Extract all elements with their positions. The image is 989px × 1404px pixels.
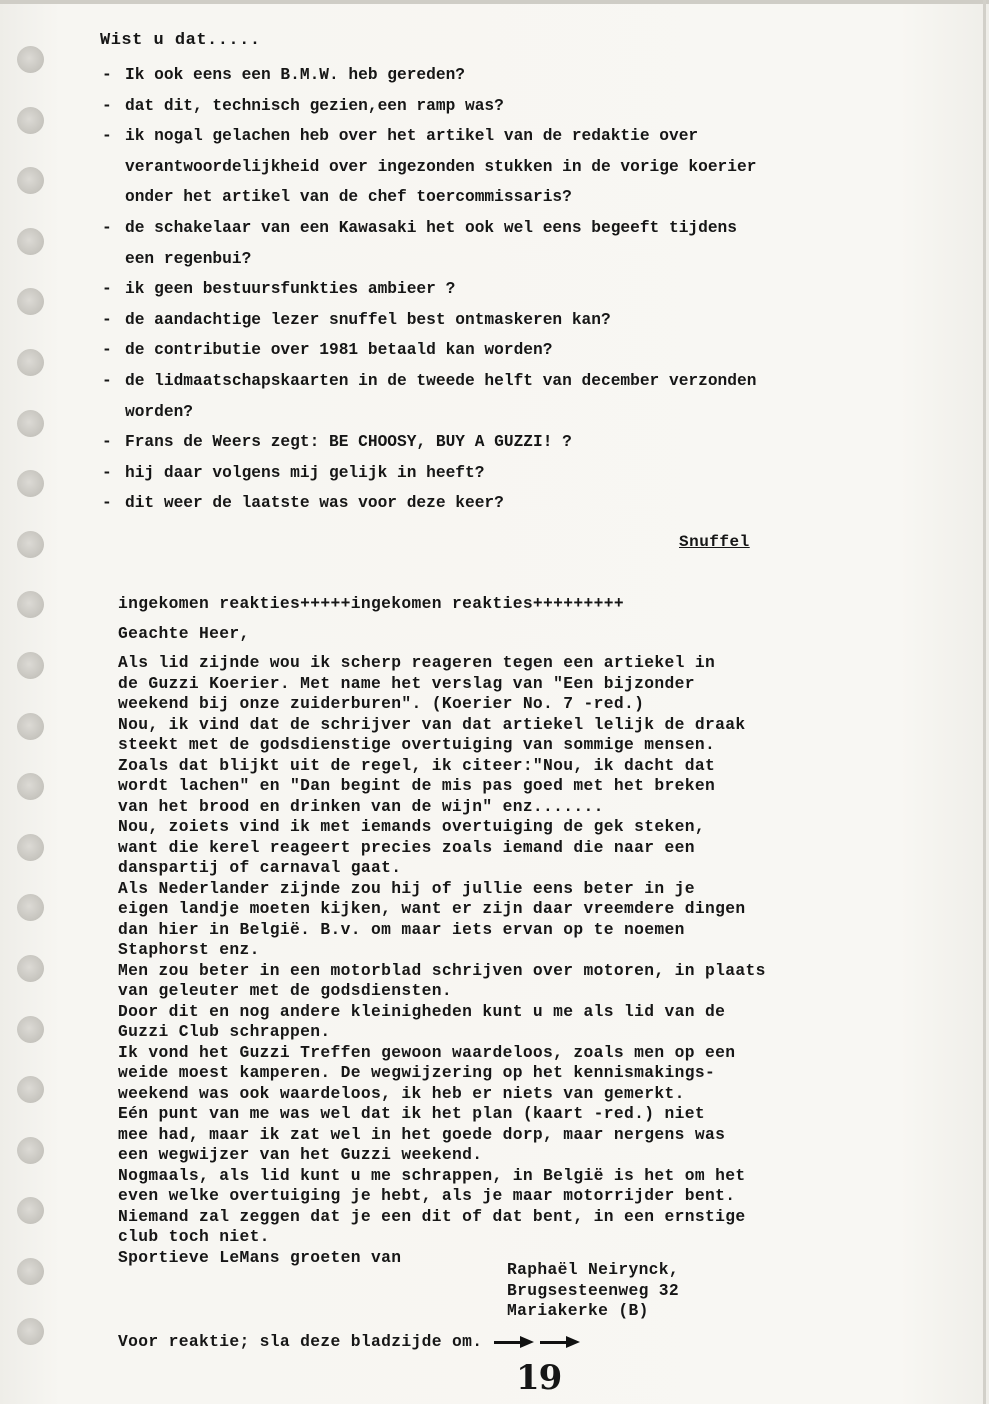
letter-line: Als lid zijnde wou ik scherp reageren tegen een artiekel in	[118, 653, 716, 672]
list-item: - de aandachtige lezer snuffel best ontmaskeren kan?	[100, 305, 960, 336]
letter-line: mee had, maar ik zat wel in het goede dorp, maar nergens was	[118, 1124, 726, 1144]
binder-hole	[17, 410, 44, 437]
letter-line: Sportieve LeMans groeten van	[118, 1247, 402, 1267]
sender-address	[507, 1260, 679, 1322]
binder-hole	[17, 1016, 44, 1043]
list-item: - Frans de Weers zegt: BE CHOOSY, BUY A GUZZI! ?	[100, 427, 960, 458]
closing-text: Voor reaktie; sla deze bladzijde om.	[118, 1332, 483, 1351]
letter-line: want die kerel reageert precies zoals iemand die naar een	[118, 837, 695, 857]
address-line: Raphaël Neirynck,	[507, 1260, 680, 1279]
letter-line: eigen landje moeten kijken, want er zijn daar vreemdere dingen	[118, 899, 746, 918]
letter-body	[118, 653, 938, 1268]
letter-line: Nou, ik vind dat de schrijver van dat artiekel lelijk de draak	[118, 714, 746, 734]
letter-line: van het brood en drinken van de wijn" enz.......	[118, 796, 604, 816]
list-item: - hij daar volgens mij gelijk in heeft?	[100, 458, 960, 489]
author-signature: Snuffel	[679, 533, 750, 551]
letter-line: Nogmaals, als lid kunt u me schrappen, in België is het om het	[118, 1165, 746, 1185]
letter-line: Niemand zal zeggen dat je een dit of dat bent, in een ernstige	[118, 1206, 746, 1226]
address-line: Mariakerke (B)	[507, 1301, 649, 1321]
list-item: - ik nogal gelachen heb over het artikel van de redaktie over verantwoordelijkheid over ingezonden stukken in de vorige koerier onder het artikel van de chef toercommissaris?	[100, 121, 960, 213]
letter-line: Guzzi Club schrappen.	[118, 1022, 331, 1041]
letter-line: Ik vond het Guzzi Treffen gewoon waardeloos, zoals men op een	[118, 1042, 736, 1062]
binder-hole	[17, 834, 44, 861]
binder-hole	[17, 228, 44, 255]
letter-line: Door dit en nog andere kleinigheden kunt u me als lid van de	[118, 1001, 726, 1021]
letter-line: een wegwijzer van het Guzzi weekend.	[118, 1145, 483, 1164]
list-item: - de schakelaar van een Kawasaki het ook wel eens begeeft tijdens een regenbui?	[100, 213, 960, 274]
binder-holes	[17, 46, 47, 1379]
fact-list	[100, 60, 960, 519]
binder-hole	[17, 167, 44, 194]
list-item: - dat dit, technisch gezien,een ramp was?	[100, 91, 960, 122]
binder-hole	[17, 773, 44, 800]
letter-line: Als Nederlander zijnde zou hij of jullie eens beter in je	[118, 878, 695, 898]
page-edge-top	[0, 0, 989, 4]
letter-line: Eén punt van me was wel dat ik het plan (kaart -red.) niet	[118, 1104, 705, 1123]
list-item: - dit weer de laatste was voor deze keer?	[100, 488, 960, 519]
list-item: - de lidmaatschapskaarten in de tweede helft van december verzonden worden?	[100, 366, 960, 427]
letter-line: wordt lachen" en "Dan begint de mis pas goed met het breken	[118, 776, 716, 795]
binder-hole	[17, 470, 44, 497]
binder-hole	[17, 894, 44, 921]
binder-hole	[17, 531, 44, 558]
list-item: - de contributie over 1981 betaald kan worden?	[100, 335, 960, 366]
reactions-section	[118, 594, 938, 1268]
letter-line: de Guzzi Koerier. Met name het verslag van "Een bijzonder	[118, 673, 695, 693]
binder-hole	[17, 955, 44, 982]
letter-line: Staphorst enz.	[118, 940, 260, 959]
binder-hole	[17, 349, 44, 376]
right-arrow-icon	[540, 1336, 580, 1348]
letter-salutation: Geachte Heer,	[118, 623, 250, 643]
binder-hole	[17, 1137, 44, 1164]
right-arrow-icon	[494, 1336, 534, 1348]
page-number: 19	[516, 1358, 562, 1398]
binder-hole	[17, 1076, 44, 1103]
binder-hole	[17, 1197, 44, 1224]
binder-hole	[17, 107, 44, 134]
letter-line: even welke overtuiging je hebt, als je maar motorrijder bent.	[118, 1186, 736, 1205]
letter-line: weide moest kamperen. De wegwijzering op het kennismakings-	[118, 1063, 716, 1082]
section-heading: Wist u dat.....	[100, 31, 261, 50]
binder-hole	[17, 288, 44, 315]
binder-hole	[17, 1318, 44, 1345]
list-item: - Ik ook eens een B.M.W. heb gereden?	[100, 60, 960, 91]
binder-hole	[17, 591, 44, 618]
binder-hole	[17, 1258, 44, 1285]
letter-line: Nou, zoiets vind ik met iemands overtuiging de gek steken,	[118, 817, 705, 836]
closing-note	[118, 1332, 580, 1353]
list-item: - ik geen bestuursfunkties ambieer ?	[100, 274, 960, 305]
binder-hole	[17, 46, 44, 73]
letter-line: Men zou beter in een motorblad schrijven over motoren, in plaats	[118, 960, 766, 980]
letter-line: steekt met de godsdienstige overtuiging van sommige mensen.	[118, 735, 716, 754]
page-edge-right	[983, 0, 986, 1404]
letter-line: weekend was ook waardeloos, ik heb er niets van gemerkt.	[118, 1083, 685, 1103]
reactions-header: ingekomen reakties+++++ingekomen reakties+++++++++	[118, 594, 625, 613]
letter-line: club toch niet.	[118, 1227, 270, 1246]
binder-hole	[17, 713, 44, 740]
letter-line: van geleuter met de godsdiensten.	[118, 981, 452, 1000]
binder-hole	[17, 652, 44, 679]
letter-line: dan hier in België. B.v. om maar iets ervan op te noemen	[118, 919, 685, 939]
arrows	[494, 1336, 580, 1348]
address-line: Brugsesteenweg 32	[507, 1280, 680, 1300]
letter-line: danspartij of carnaval gaat.	[118, 858, 402, 877]
letter-line: weekend bij onze zuiderburen". (Koerier No. 7 -red.)	[118, 694, 645, 713]
letter-line: Zoals dat blijkt uit de regel, ik citeer:"Nou, ik dacht dat	[118, 755, 716, 775]
wist-u-dat-section	[100, 31, 960, 519]
